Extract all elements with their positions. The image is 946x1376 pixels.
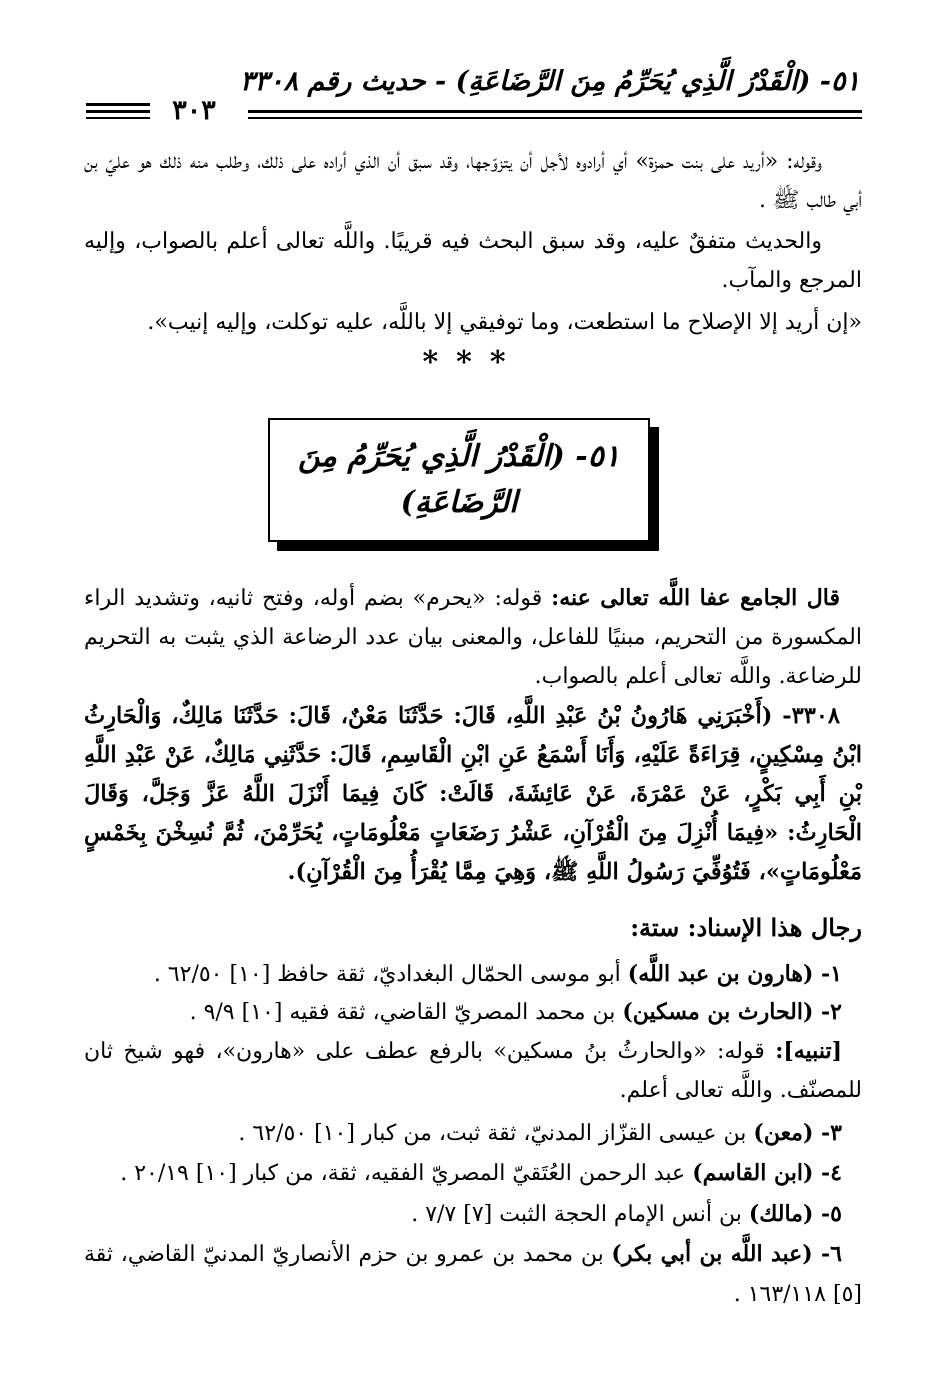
narrator-name: ٦- (عبد اللَّه بن أبي بكر) bbox=[611, 1241, 842, 1267]
narrator-detail: بن محمد المصريّ القاضي، ثقة فقيه [١٠] ٩/٩ . bbox=[189, 1000, 623, 1025]
narrator-item bbox=[84, 955, 862, 994]
narrator-detail: بن عيسى القزّاز المدنيّ، ثقة ثبت، من كبار [١٠] ٦٢/٥٠ . bbox=[238, 1121, 754, 1146]
narrator-detail: بن محمد بن عمرو بن حزم الأنصاريّ المدنيّ القاضي، ثقة [٥] ١٦٣/١١٨ . bbox=[84, 1242, 862, 1307]
left-rule-1 bbox=[86, 103, 150, 106]
narrator-detail: أبو موسى الحمّال البغداديّ، ثقة حافظ [١٠] ٦٢/٥٠ . bbox=[153, 962, 628, 987]
left-rule-3 bbox=[86, 117, 150, 119]
narrator-name: ٤- (ابن القاسم) bbox=[692, 1160, 842, 1186]
narrator-item bbox=[84, 1154, 862, 1193]
running-title: ٥١- (الْقَدْرُ الَّذِي يُحَرِّمُ مِنَ الرَّضَاعَةِ) - حديث رقم ٣٣٠٨ bbox=[240, 66, 860, 97]
page-number: ٣٠٣ bbox=[172, 95, 216, 126]
narrator-item-wrapped bbox=[84, 1234, 862, 1315]
header-rule bbox=[248, 110, 862, 113]
left-rule-2 bbox=[86, 110, 150, 113]
narrator-name: ٣- (معن) bbox=[753, 1120, 842, 1146]
paragraph-text: «إن أريد إلا الإصلاح ما استطعت، وما توفيقي إلا باللَّه، عليه توكلت، وإليه إنيب». bbox=[147, 310, 862, 335]
chapter-title-line-2: الرَّضَاعَةِ) bbox=[400, 485, 518, 520]
narrator-item bbox=[84, 1195, 862, 1234]
note-label: [تنبيه]: bbox=[775, 1038, 842, 1064]
paragraph-bint-hamza bbox=[84, 142, 862, 220]
narrators-heading: رجال هذا الإسناد: ستة: bbox=[630, 913, 862, 942]
narrator-detail: بن أنس الإمام الحجة الثبت [٧] ٧/٧ . bbox=[411, 1202, 749, 1227]
paragraph-dua bbox=[84, 303, 862, 342]
note-detail: قوله: «والحارثُ بنُ مسكين» بالرفع عطف على «هارون»، فهو شيخ ثان للمصنّف. واللَّه تعالى أعلم. bbox=[84, 1039, 862, 1103]
header-rule-thin bbox=[248, 117, 862, 119]
section-separator-stars: *** bbox=[422, 345, 524, 380]
hadith-text bbox=[84, 697, 862, 892]
chapter-title-line-1: ٥١- (الْقَدْرُ الَّذِي يُحَرِّمُ مِنَ bbox=[298, 439, 620, 474]
commentary-paragraph bbox=[84, 579, 862, 696]
hadith-body: ٣٣٠٨- (أَخْبَرَنِي هَارُونُ بْنُ عَبْدِ اللَّهِ، قَالَ: حَدَّثَنَا مَعْنٌ، قَالَ: حَدَّثَنَا مَالِكٌ، وَالْحَارِثُ ابْنُ مِسْكِينٍ، قِرَاءَةً عَلَيْهِ، وَأَنَا أَسْمَعُ عَنِ ابْنِ الْقَاسِمِ، قَالَ: حَدَّثَنِي مَالِكٌ، عَنْ عَبْدِ اللَّهِ بْنِ أَبِي بَكْرٍ، عَنْ عَمْرَةَ، عَنْ عَائِشَةَ، قَالَتْ: كَانَ فِيمَا أَنْزَلَ اللَّهُ عَزَّ وَجَلَّ، وَقَالَ الْحَارِثُ: «فِيمَا أُنْزِلَ مِنَ الْقُرْآنِ، عَشْرُ رَضَعَاتٍ مَعْلُومَاتٍ، يُحَرِّمْنَ، ثُمَّ نُسِخْنَ بِخَمْسٍ مَعْلُومَاتٍ»، فَتُوُفِّيَ رَسُولُ اللَّهِ ﷺ، وَهِيَ مِمَّا يُقْرَأُ مِنَ الْقُرْآنِ). bbox=[84, 703, 862, 885]
narrator-name: ١- (هارون بن عبد اللَّه) bbox=[627, 961, 842, 987]
note-paragraph bbox=[84, 1032, 862, 1110]
narrator-detail: عبد الرحمن العُتَقيّ المصريّ الفقيه، ثقة، من كبار [١٠] ٢٠/١٩ . bbox=[120, 1161, 693, 1186]
commentary-body: قوله: «يحرم» بضم أوله، وفتح ثانيه، وتشديد الراء المكسورة من التحريم، مبنيًا للفاعل، والمعنى بيان عدد الرضاعة الذي يثبت به التحريم للرضاعة. واللَّه تعالى أعلم بالصواب. bbox=[84, 586, 862, 689]
narrator-item bbox=[84, 993, 862, 1032]
narrator-name: ٢- (الحارث بن مسكين) bbox=[622, 999, 842, 1025]
narrator-item bbox=[84, 1114, 862, 1153]
chapter-title-box bbox=[268, 418, 650, 542]
narrator-name: ٥- (مالك) bbox=[748, 1201, 842, 1227]
paragraph-text: وقوله: «أريد على بنت حمزة» أي أرادوه لأجل أن يتزوّجها، وقد سبق أن الذي أراده على ذلك، وطلب منه ذلك هو عليّ بن أبي طالب ﷺ . bbox=[84, 149, 862, 213]
commentary-lead: قال الجامع عفا اللَّه تعالى عنه: bbox=[551, 585, 840, 611]
paragraph-muttafaq bbox=[84, 222, 862, 300]
paragraph-text: والحديث متفقٌ عليه، وقد سبق البحث فيه قريبًا. واللَّه تعالى أعلم بالصواب، وإليه المرجع والمآب. bbox=[84, 229, 862, 293]
